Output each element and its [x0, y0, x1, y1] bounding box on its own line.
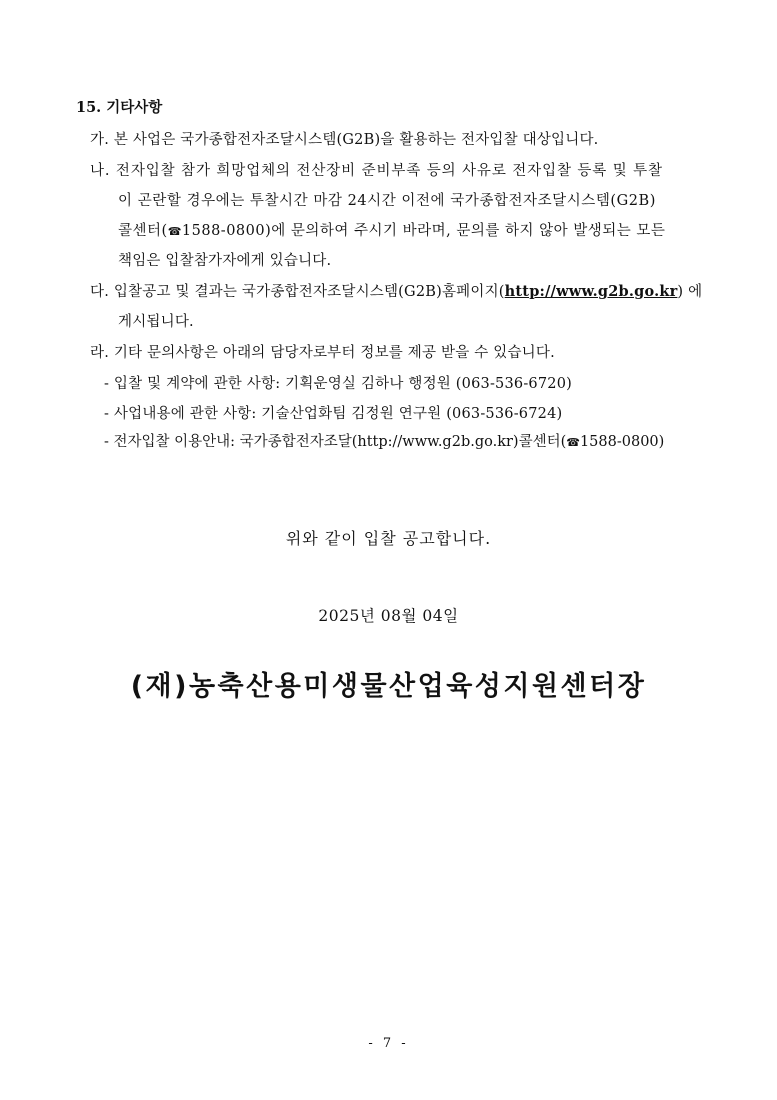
text-segment: 1588-0800) [579, 434, 665, 450]
section-title: 15. 기타사항 [76, 99, 163, 116]
item-na-line1: 나. 전자입찰 참가 희망업체의 전산장비 준비부족 등의 사유로 전자입찰 등록 및 투찰 [90, 163, 663, 179]
g2b-link[interactable]: http://www.g2b.go.kr [504, 283, 678, 300]
issuer-name: (재)농축산용미생물산업육성지원센터장 [130, 671, 647, 702]
item-ga: 가. 본 사업은 국가종합전자조달시스템(G2B)을 활용하는 전자입찰 대상입니다. [90, 132, 599, 148]
text-segment: ) 에 [677, 284, 703, 300]
text-segment: 콜센터( [118, 223, 168, 239]
page-number: - 7 - [368, 1036, 409, 1051]
phone-icon: ☎ [566, 436, 580, 449]
contact-business: - 사업내용에 관한 사항: 기술산업화팀 김정원 연구원 (063-536-6724) [104, 406, 563, 422]
item-na-line4: 책임은 입찰참가자에게 있습니다. [118, 253, 332, 269]
item-na-line2: 이 곤란할 경우에는 투찰시간 마감 24시간 이전에 국가종합전자조달시스템(G2B) [118, 193, 656, 209]
text-segment: 1588-0800)에 문의하여 주시기 바라며, 문의를 하지 않아 발생되는 모든 [181, 223, 666, 239]
text-segment: 다. 입찰공고 및 결과는 국가종합전자조달시스템(G2B)홈페이지( [90, 284, 505, 300]
item-na-line3 [118, 219, 665, 240]
item-da-line1 [90, 280, 702, 301]
announcement-statement: 위와 같이 입찰 공고합니다. [285, 529, 492, 548]
phone-icon: ☎ [167, 225, 182, 238]
text-segment: - 전자입찰 이용안내: 국가종합전자조달(http://www.g2b.go.kr)콜센터( [104, 434, 567, 450]
item-da-line2: 게시됩니다. [118, 314, 194, 330]
item-ra: 라. 기타 문의사항은 아래의 담당자로부터 정보를 제공 받을 수 있습니다. [90, 345, 555, 361]
announcement-date: 2025년 08월 04일 [318, 607, 459, 625]
contact-e-bidding [104, 430, 664, 451]
contact-contract: - 입찰 및 계약에 관한 사항: 기획운영실 김하나 행정원 (063-536-6720) [104, 376, 572, 392]
